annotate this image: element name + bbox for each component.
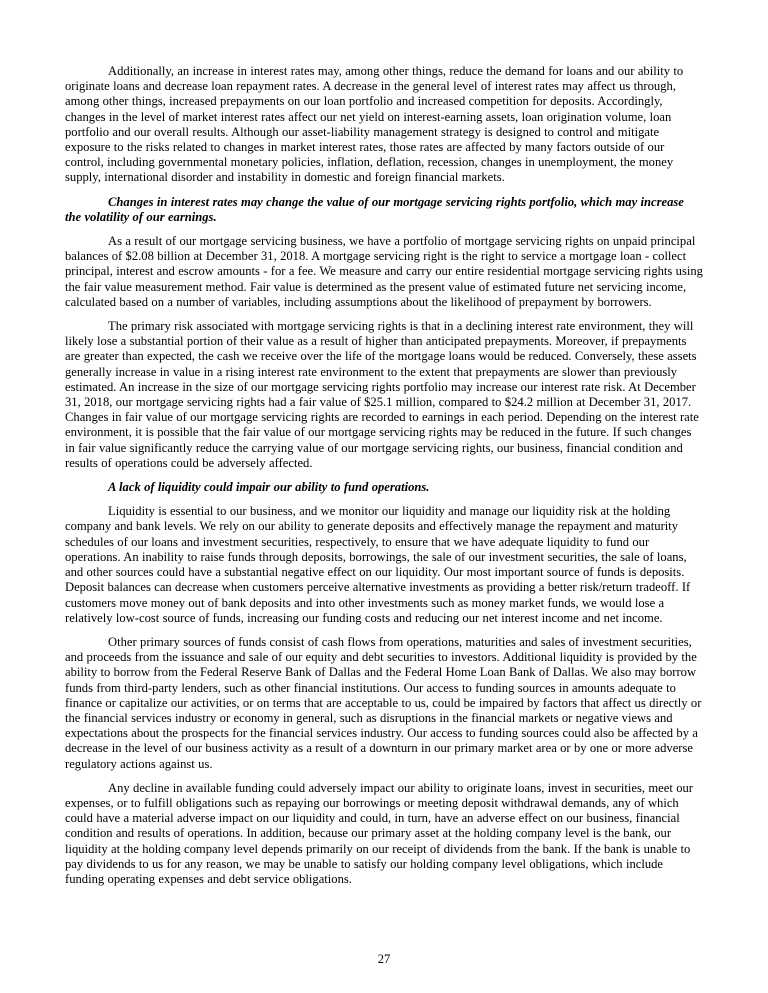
paragraph-funding-decline: Any decline in available funding could adversely impact our ability to originate loans, invest in securities, meet our expenses, or to fulfill obligations such as repaying our borrowings or meeting deposit withdrawal demands, any of which could have a material adverse impact on our liquidity and could, in turn, have an adverse effect on our business, financial condition and results of operations. In addition, because our primary asset at the holding company level is the bank, our liquidity at the holding company level depends primarily on our receipt of dividends from the bank. If the bank is unable to pay dividends to us for any reason, we may be unable to satisfy our holding company level obligations, which include funding operating expenses and debt service obligations. (65, 780, 693, 886)
paragraph-mortgage-servicing-risk: The primary risk associated with mortgage servicing rights is that in a declining interest rate environment, they will likely lose a substantial portion of their value as a result of higher than anticipated prepayments. Moreover, if prepayments are greater than expected, the cash we receive over the life of the mortgage loans would be reduced. Conversely, these assets generally increase in value in a rising interest rate environment to the extent that prepayments are slower than previously estimated. An increase in the size of our mortgage servicing rights portfolio may increase our interest rate risk. At December 31, 2018, our mortgage servicing rights had a fair value of $25.1 million, compared to $24.2 million at December 31, 2017. Changes in fair value of our mortgage servicing rights are recorded to earnings in each period. Depending on the interest rate environment, it is possible that the fair value of our mortgage servicing rights may be reduced in the future. If such changes in fair value significantly reduce the carrying value of our mortgage servicing rights, our business, financial condition and results of operations could be adversely affected. (65, 319, 699, 470)
paragraph-liquidity-essential: Liquidity is essential to our business, and we monitor our liquidity and manage our liquidity risk at the holding company and bank levels. We rely on our ability to generate deposits and effectively manage the repayment and maturity schedules of our loans and investment securities, respectively, to ensure that we have adequate liquidity to fund our operations. An inability to raise funds through deposits, borrowings, the sale of our investment securities, the sale of loans, and other sources could have a substantial negative effect on our liquidity. Our most important source of funds is deposits. Deposit balances can decrease when customers perceive alternative investments as providing a better risk/return tradeoff. If customers move money out of bank deposits and into other investments such as money market funds, we would lose a relatively low-cost source of funds, increasing our funding costs and reducing our net interest income and net income. (65, 504, 691, 625)
section-heading-mortgage-servicing-rights: Changes in interest rates may change the value of our mortgage servicing rights portfolio, which may increase the volatility of our earnings. (65, 194, 684, 224)
page-number: 27 (377, 952, 391, 966)
paragraph-interest-rates: Additionally, an increase in interest rates may, among other things, reduce the demand for loans and our ability to originate loans and decrease loan repayment rates. A decrease in the general level of interest rates may affect us through, among other things, increased prepayments on our loan portfolio and increased competition for deposits. Accordingly, changes in the level of market interest rates affect our net yield on interest-earning assets, loan origination volume, loan portfolio and our overall results. Although our asset-liability management strategy is designed to control and mitigate exposure to the risks related to changes in market interest rates, those rates are affected by many factors outside of our control, including governmental monetary policies, inflation, deflation, recession, changes in unemployment, the money supply, international disorder and instability in domestic and foreign financial markets. (65, 64, 684, 185)
paragraph-other-funding-sources: Other primary sources of funds consist of cash flows from operations, maturities and sales of investment securities, and proceeds from the issuance and sale of our equity and debt securities to investors. Additional liquidity is provided by the ability to borrow from the Federal Reserve Bank of Dallas and the Federal Home Loan Bank of Dallas. We also may borrow funds from third-party lenders, such as other financial institutions. Our access to funding sources in amounts adequate to finance or capitalize our activities, or on terms that are acceptable to us, could be impaired by factors that affect us directly or the financial services industry or economy in general, such as disruptions in the financial markets or negative views and expectations about the prospects for the financial services industry. Our access to funding sources could also be affected by a decrease in the level of our business activity as a result of a downturn in our primary market area or by one or more adverse regulatory actions against us. (65, 634, 702, 771)
section-heading-liquidity: A lack of liquidity could impair our ability to fund operations. (108, 480, 430, 495)
paragraph-mortgage-servicing-business: As a result of our mortgage servicing business, we have a portfolio of mortgage servicing rights on unpaid principal balances of $2.08 billion at December 31, 2018. A mortgage servicing right is the right to service a mortgage loan - collect principal, interest and escrow amounts - for a fee. We measure and carry our entire residential mortgage servicing rights using the fair value measurement method. Fair value is determined as the present value of estimated future net servicing income, calculated based on a number of variables, including assumptions about the likelihood of prepayment by borrowers. (65, 234, 703, 309)
